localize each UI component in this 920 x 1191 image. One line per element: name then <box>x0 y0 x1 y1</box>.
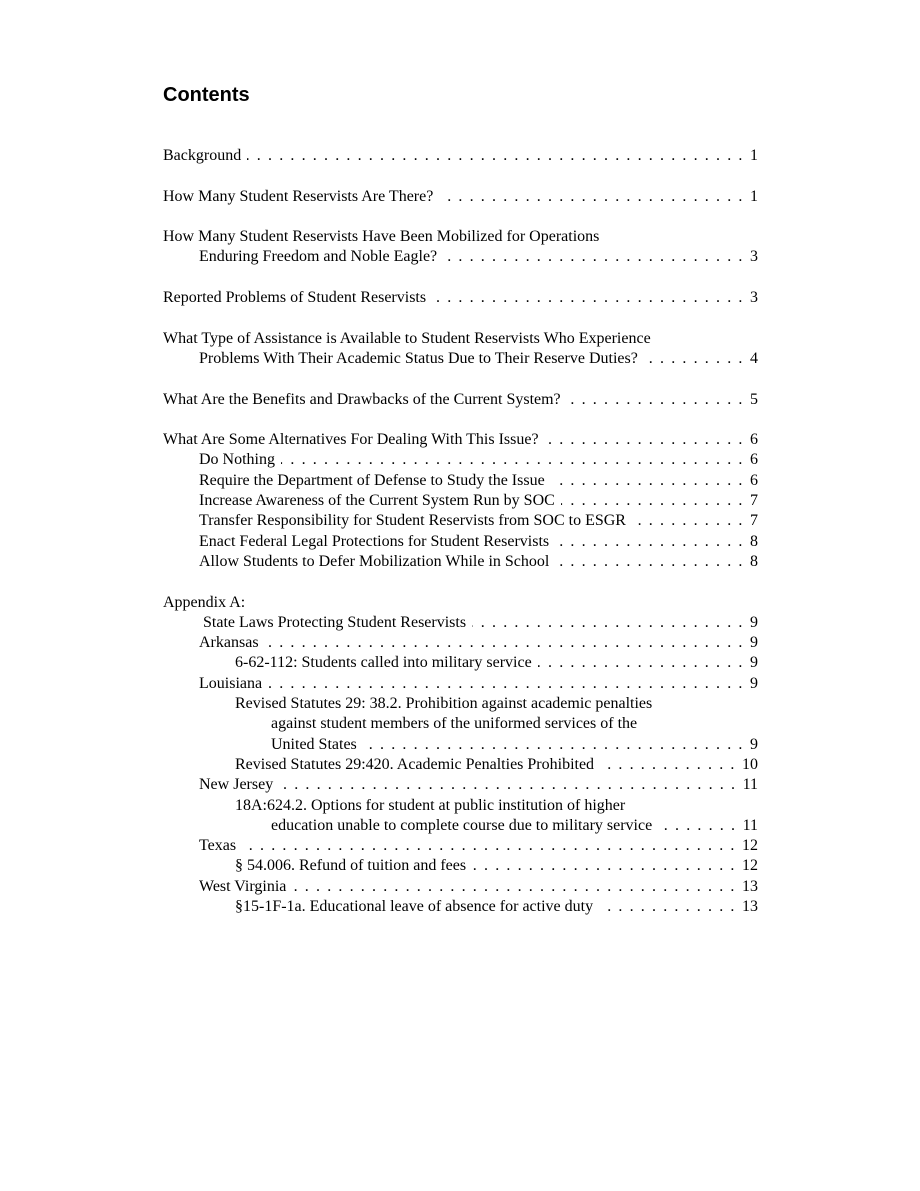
toc-page-number: 12 <box>742 837 758 855</box>
dot-leader <box>242 836 736 856</box>
dot-leader <box>658 816 736 836</box>
toc-statute-title-continued: education unable to complete course due to military service <box>271 816 653 834</box>
toc-statute-title-continued: against student members of the uniformed services of the <box>271 715 638 733</box>
dot-leader <box>600 755 736 775</box>
dot-leader <box>555 532 744 552</box>
dot-leader <box>567 390 744 410</box>
toc-subentry[interactable] <box>163 450 758 470</box>
toc-statute-entry[interactable] <box>163 653 758 673</box>
toc-statute-title: §15-1F-1a. Educational leave of absence for active duty <box>235 897 594 915</box>
toc-statute-title: § 54.006. Refund of tuition and fees <box>235 857 467 875</box>
toc-entry-background[interactable] <box>163 146 758 166</box>
toc-entry-title: How Many Student Reservists Have Been Mobilized for Operations <box>163 228 600 246</box>
dot-leader <box>538 653 744 673</box>
toc-entry-appendix-a[interactable] <box>163 593 758 918</box>
toc-subentry-title: Transfer Responsibility for Student Reservists from SOC to ESGR <box>199 512 626 530</box>
dot-leader <box>247 146 744 166</box>
toc-subentry-texas[interactable] <box>163 836 758 856</box>
toc-entry-title-continued: Enduring Freedom and Noble Eagle? <box>199 248 438 266</box>
dot-leader <box>472 856 736 876</box>
toc-subentry[interactable] <box>163 471 758 491</box>
toc-statute-title: Revised Statutes 29: 38.2. Prohibition against academic penalties <box>235 695 653 713</box>
dot-leader <box>644 349 744 369</box>
toc-statute-title: Revised Statutes 29:420. Academic Penalties Prohibited <box>235 755 595 773</box>
dot-leader <box>279 775 736 795</box>
toc-page-number: 9 <box>750 674 758 692</box>
toc-page-number: 12 <box>742 857 758 875</box>
toc-page-number: 5 <box>750 390 758 408</box>
toc-entry-title: What Are the Benefits and Drawbacks of the Current System? <box>163 390 561 408</box>
toc-page-number: 9 <box>750 735 758 753</box>
toc-subentry-title: Allow Students to Defer Mobilization While in School <box>199 552 550 570</box>
toc-page-number: 11 <box>742 816 758 834</box>
dot-leader <box>632 511 744 531</box>
toc-subentry[interactable] <box>163 613 758 633</box>
toc-entry-title: What Type of Assistance is Available to Student Reservists Who Experience <box>163 329 651 347</box>
dot-leader <box>561 491 744 511</box>
toc-page-number: 8 <box>750 532 758 550</box>
toc-page-number: 9 <box>750 613 758 631</box>
toc-subentry-title: Require the Department of Defense to Study the Issue <box>199 471 545 489</box>
dot-leader <box>265 633 744 653</box>
toc-statute-entry[interactable] <box>163 694 758 755</box>
toc-page-number: 6 <box>750 451 758 469</box>
toc-page-number: 1 <box>750 187 758 205</box>
toc-entry-how-many[interactable] <box>163 187 758 207</box>
toc-page-number: 6 <box>750 431 758 449</box>
toc-entry-problems[interactable] <box>163 288 758 308</box>
dot-leader <box>555 552 744 572</box>
toc-page-number: 9 <box>750 654 758 672</box>
toc-entry-title: Reported Problems of Student Reservists <box>163 289 427 307</box>
toc-statute-entry[interactable] <box>163 796 758 837</box>
toc-subentry[interactable] <box>163 511 758 531</box>
toc-page-number: 3 <box>750 248 758 266</box>
toc-page-number: 8 <box>750 552 758 570</box>
toc-subentry-louisiana[interactable] <box>163 674 758 694</box>
toc-subentry-title: New Jersey <box>199 776 274 794</box>
toc-page-number: 7 <box>750 512 758 530</box>
toc-entry-mobilized[interactable] <box>163 227 758 268</box>
dot-leader <box>432 288 744 308</box>
toc-statute-title: 18A:624.2. Options for student at public institution of higher <box>235 796 626 814</box>
toc-subentry[interactable] <box>163 491 758 511</box>
toc-page-number: 7 <box>750 492 758 510</box>
dot-leader <box>443 247 744 267</box>
toc-entry-alternatives[interactable] <box>163 430 758 572</box>
toc-page-number: 6 <box>750 471 758 489</box>
appendix-subtitle: State Laws Protecting Student Reservists <box>203 613 467 631</box>
toc-entry-assistance[interactable] <box>163 329 758 370</box>
toc-entry-title-continued: Problems With Their Academic Status Due to Their Reserve Duties? <box>199 349 638 367</box>
toc-page-number: 10 <box>742 755 758 773</box>
toc-subentry-title: Increase Awareness of the Current System Run by SOC <box>199 492 555 510</box>
dot-leader <box>551 471 744 491</box>
appendix-label: Appendix A: <box>163 593 246 611</box>
toc-statute-entry[interactable] <box>163 897 758 917</box>
dot-leader <box>268 674 744 694</box>
toc-statute-entry[interactable] <box>163 856 758 876</box>
toc-subentry-title: Enact Federal Legal Protections for Student Reservists <box>199 532 550 550</box>
toc-subentry[interactable] <box>163 532 758 552</box>
dot-leader <box>363 735 744 755</box>
toc-subentry-title: Arkansas <box>199 634 259 652</box>
toc-statute-title: 6-62-112: Students called into military service <box>235 654 532 672</box>
toc-statute-entry[interactable] <box>163 755 758 775</box>
toc-page-number: 11 <box>742 776 758 794</box>
table-of-contents <box>163 146 758 917</box>
dot-leader <box>472 613 744 633</box>
toc-subentry-title: West Virginia <box>199 877 287 895</box>
toc-statute-title-continued: United States <box>271 735 357 753</box>
dot-leader <box>545 430 744 450</box>
dot-leader <box>281 450 744 470</box>
toc-entry-title: What Are Some Alternatives For Dealing With This Issue? <box>163 431 539 449</box>
toc-page-number: 13 <box>742 897 758 915</box>
toc-subentry-arkansas[interactable] <box>163 633 758 653</box>
toc-entry-benefits[interactable] <box>163 390 758 410</box>
toc-subentry[interactable] <box>163 552 758 572</box>
toc-subentry-new-jersey[interactable] <box>163 775 758 795</box>
toc-page-number: 3 <box>750 289 758 307</box>
toc-subentry-title: Texas <box>199 837 237 855</box>
toc-page-number: 4 <box>750 349 758 367</box>
toc-subentry-title: Do Nothing <box>199 451 275 469</box>
toc-page-number: 9 <box>750 634 758 652</box>
toc-subentry-title: Louisiana <box>199 674 263 692</box>
toc-entry-title: Background <box>163 147 242 164</box>
dot-leader <box>439 187 744 207</box>
dot-leader <box>292 877 736 897</box>
page-title: Contents <box>163 84 250 106</box>
toc-page-number: 13 <box>742 877 758 895</box>
toc-page-number: 1 <box>750 147 758 164</box>
toc-entry-title: How Many Student Reservists Are There? <box>163 187 434 205</box>
dot-leader <box>599 897 736 917</box>
toc-subentry-west-virginia[interactable] <box>163 877 758 897</box>
